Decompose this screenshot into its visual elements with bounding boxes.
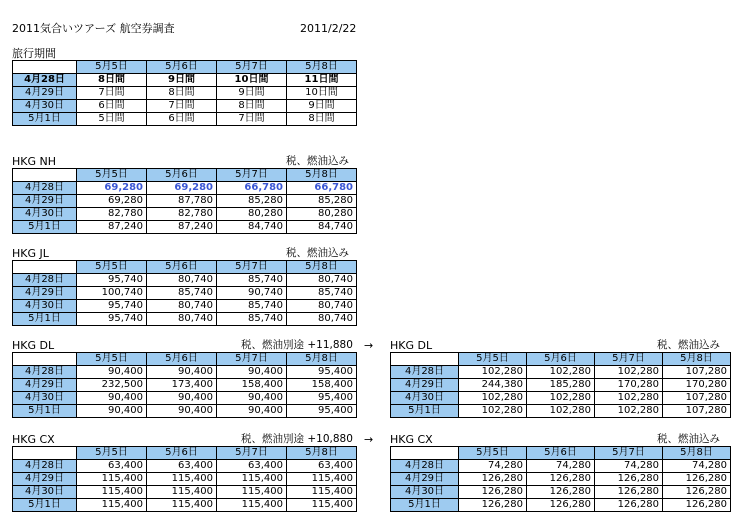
cell: 126,280 xyxy=(663,499,731,512)
table-row xyxy=(13,182,357,195)
cell: 95,740 xyxy=(77,313,147,326)
cell: 63,400 xyxy=(287,460,357,473)
cell: 7日間 xyxy=(217,113,287,126)
table-row xyxy=(13,100,357,113)
row-label: 4月28日 xyxy=(391,460,459,473)
row-label: 4月29日 xyxy=(13,379,77,392)
table-row xyxy=(391,392,731,405)
period-table xyxy=(12,60,357,126)
cell: 85,740 xyxy=(217,313,287,326)
cell: 126,280 xyxy=(459,486,527,499)
col-header: 5月5日 xyxy=(459,447,527,460)
cell: 232,500 xyxy=(77,379,147,392)
cell: 85,740 xyxy=(217,274,287,287)
cell: 90,400 xyxy=(77,405,147,418)
col-header: 5月7日 xyxy=(217,61,287,74)
table-row xyxy=(13,113,357,126)
cell: 85,280 xyxy=(287,195,357,208)
cell: 102,280 xyxy=(527,392,595,405)
row-label: 4月29日 xyxy=(13,195,77,208)
cell: 80,740 xyxy=(287,313,357,326)
cell: 87,780 xyxy=(147,195,217,208)
cell: 126,280 xyxy=(663,486,731,499)
col-header: 5月5日 xyxy=(77,169,147,182)
col-header: 5月6日 xyxy=(527,447,595,460)
cell: 8日間 xyxy=(147,87,217,100)
cell: 82,780 xyxy=(77,208,147,221)
cell: 63,400 xyxy=(217,460,287,473)
cell: 173,400 xyxy=(147,379,217,392)
col-header: 5月7日 xyxy=(595,353,663,366)
table-row xyxy=(13,74,357,87)
table-row xyxy=(13,300,357,313)
cx-arrow: → xyxy=(364,433,374,446)
row-label: 4月29日 xyxy=(13,87,77,100)
cell: 95,740 xyxy=(77,300,147,313)
cell: 115,400 xyxy=(287,499,357,512)
cell: 90,740 xyxy=(217,287,287,300)
table-row xyxy=(13,405,357,418)
survey-date: 2011/2/22 xyxy=(300,22,357,35)
table-row xyxy=(13,221,357,234)
cell: 102,280 xyxy=(459,392,527,405)
cell: 115,400 xyxy=(287,486,357,499)
corner-cell xyxy=(13,169,77,182)
row-label: 4月30日 xyxy=(13,100,77,113)
cell: 9日間 xyxy=(287,100,357,113)
table-row xyxy=(391,473,731,486)
cell: 7日間 xyxy=(147,100,217,113)
table-row xyxy=(13,208,357,221)
row-label: 4月29日 xyxy=(13,287,77,300)
cell: 7日間 xyxy=(77,87,147,100)
cell: 107,280 xyxy=(663,366,731,379)
cell: 8日間 xyxy=(287,113,357,126)
cell: 85,740 xyxy=(287,287,357,300)
cell: 126,280 xyxy=(459,499,527,512)
header-row xyxy=(13,169,357,182)
corner-cell xyxy=(391,353,459,366)
dl2-table xyxy=(390,352,731,418)
row-label: 4月30日 xyxy=(13,486,77,499)
cell: 115,400 xyxy=(147,499,217,512)
cell: 8日間 xyxy=(217,100,287,113)
cell: 102,280 xyxy=(595,405,663,418)
col-header: 5月7日 xyxy=(595,447,663,460)
col-header: 5月8日 xyxy=(287,169,357,182)
table-row xyxy=(13,87,357,100)
cell: 126,280 xyxy=(595,499,663,512)
row-label: 5月1日 xyxy=(13,499,77,512)
cell: 126,280 xyxy=(527,473,595,486)
row-label: 4月30日 xyxy=(391,486,459,499)
cell: 95,400 xyxy=(287,405,357,418)
col-header: 5月5日 xyxy=(459,353,527,366)
header-row xyxy=(391,353,731,366)
col-header: 5月8日 xyxy=(663,353,731,366)
row-label: 4月28日 xyxy=(13,366,77,379)
col-header: 5月5日 xyxy=(77,353,147,366)
cell: 115,400 xyxy=(217,473,287,486)
cell: 90,400 xyxy=(147,392,217,405)
cell: 69,280 xyxy=(77,182,147,195)
cell: 115,400 xyxy=(217,486,287,499)
col-header: 5月6日 xyxy=(147,169,217,182)
cell: 80,280 xyxy=(287,208,357,221)
col-header: 5月6日 xyxy=(147,447,217,460)
nh-table xyxy=(12,168,357,234)
table-row xyxy=(391,460,731,473)
cell: 115,400 xyxy=(77,473,147,486)
table-row xyxy=(391,486,731,499)
table-row xyxy=(13,460,357,473)
cell: 74,280 xyxy=(595,460,663,473)
col-header: 5月6日 xyxy=(147,261,217,274)
cx-label: HKG CX xyxy=(12,433,55,446)
col-header: 5月8日 xyxy=(663,447,731,460)
corner-cell xyxy=(13,447,77,460)
col-header: 5月8日 xyxy=(287,261,357,274)
table-row xyxy=(13,313,357,326)
cell: 84,740 xyxy=(217,221,287,234)
table-row xyxy=(13,195,357,208)
jl-note: 税、燃油込み xyxy=(286,247,349,259)
cell: 126,280 xyxy=(663,473,731,486)
table-row xyxy=(13,274,357,287)
cell: 90,400 xyxy=(217,405,287,418)
table-row xyxy=(391,366,731,379)
header-row xyxy=(13,353,357,366)
cell: 95,400 xyxy=(287,392,357,405)
cell: 69,280 xyxy=(77,195,147,208)
cell: 102,280 xyxy=(527,405,595,418)
cell: 6日間 xyxy=(77,100,147,113)
cell: 102,280 xyxy=(595,392,663,405)
cell: 102,280 xyxy=(527,366,595,379)
corner-cell xyxy=(391,447,459,460)
row-label: 4月28日 xyxy=(13,274,77,287)
row-label: 4月30日 xyxy=(13,300,77,313)
cx-table xyxy=(12,446,357,512)
cell: 126,280 xyxy=(459,473,527,486)
table-row xyxy=(13,366,357,379)
row-label: 5月1日 xyxy=(13,405,77,418)
cell: 102,280 xyxy=(459,366,527,379)
cell: 158,400 xyxy=(287,379,357,392)
col-header: 5月8日 xyxy=(287,447,357,460)
cell: 107,280 xyxy=(663,392,731,405)
page-title: 2011気合いツアーズ 航空券調査 xyxy=(12,22,175,35)
cell: 80,280 xyxy=(217,208,287,221)
row-label: 4月28日 xyxy=(13,74,77,87)
row-label: 4月30日 xyxy=(13,208,77,221)
cell: 115,400 xyxy=(287,473,357,486)
col-header: 5月8日 xyxy=(287,353,357,366)
cell: 170,280 xyxy=(663,379,731,392)
table-row xyxy=(13,499,357,512)
cell: 170,280 xyxy=(595,379,663,392)
header-row xyxy=(13,447,357,460)
cell: 80,740 xyxy=(147,300,217,313)
cell: 100,740 xyxy=(77,287,147,300)
cell: 90,400 xyxy=(217,392,287,405)
row-label: 4月28日 xyxy=(13,182,77,195)
col-header: 5月7日 xyxy=(217,353,287,366)
col-header: 5月8日 xyxy=(287,61,357,74)
header-row xyxy=(391,447,731,460)
col-header: 5月7日 xyxy=(217,447,287,460)
corner-cell xyxy=(13,353,77,366)
cell: 85,740 xyxy=(147,287,217,300)
row-label: 5月1日 xyxy=(13,313,77,326)
cell: 95,400 xyxy=(287,366,357,379)
corner-cell xyxy=(13,261,77,274)
row-label: 5月1日 xyxy=(391,499,459,512)
cell: 74,280 xyxy=(527,460,595,473)
cx2-note: 税、燃油込み xyxy=(657,433,720,445)
cell: 115,400 xyxy=(147,486,217,499)
header-row xyxy=(13,261,357,274)
cell: 126,280 xyxy=(527,499,595,512)
table-row xyxy=(13,287,357,300)
cell: 69,280 xyxy=(147,182,217,195)
row-label: 4月28日 xyxy=(13,460,77,473)
cell: 82,780 xyxy=(147,208,217,221)
cell: 6日間 xyxy=(147,113,217,126)
cell: 80,740 xyxy=(287,274,357,287)
cell: 85,280 xyxy=(217,195,287,208)
col-header: 5月5日 xyxy=(77,447,147,460)
row-label: 4月29日 xyxy=(391,473,459,486)
dl2-note: 税、燃油込み xyxy=(657,339,720,351)
dl2-label: HKG DL xyxy=(390,339,433,352)
cell: 90,400 xyxy=(147,366,217,379)
cell: 102,280 xyxy=(459,405,527,418)
cell: 84,740 xyxy=(287,221,357,234)
cell: 107,280 xyxy=(663,405,731,418)
cell: 126,280 xyxy=(527,486,595,499)
cell: 126,280 xyxy=(595,486,663,499)
cell: 87,240 xyxy=(77,221,147,234)
cell: 185,280 xyxy=(527,379,595,392)
cell: 158,400 xyxy=(217,379,287,392)
row-label: 4月30日 xyxy=(13,392,77,405)
cell: 66,780 xyxy=(287,182,357,195)
table-row xyxy=(13,473,357,486)
cell: 115,400 xyxy=(77,499,147,512)
col-header: 5月6日 xyxy=(147,353,217,366)
period-label: 旅行期間 xyxy=(12,47,56,60)
cell: 126,280 xyxy=(595,473,663,486)
dl-arrow: → xyxy=(364,339,374,352)
cell: 74,280 xyxy=(663,460,731,473)
cell: 74,280 xyxy=(459,460,527,473)
jl-table xyxy=(12,260,357,326)
table-row xyxy=(391,379,731,392)
cell: 115,400 xyxy=(147,473,217,486)
table-row xyxy=(13,486,357,499)
cell: 90,400 xyxy=(147,405,217,418)
cell: 95,740 xyxy=(77,274,147,287)
row-label: 5月1日 xyxy=(391,405,459,418)
cell: 9日間 xyxy=(217,87,287,100)
cell: 244,380 xyxy=(459,379,527,392)
jl-label: HKG JL xyxy=(12,247,49,260)
cell: 10日間 xyxy=(287,87,357,100)
cx-note: 税、燃油別途 +10,880 xyxy=(241,433,353,445)
cx2-label: HKG CX xyxy=(390,433,433,446)
col-header: 5月6日 xyxy=(147,61,217,74)
row-label: 4月28日 xyxy=(391,366,459,379)
cell: 90,400 xyxy=(217,366,287,379)
cell: 80,740 xyxy=(147,313,217,326)
nh-note: 税、燃油込み xyxy=(286,155,349,167)
dl-label: HKG DL xyxy=(12,339,55,352)
nh-label: HKG NH xyxy=(12,155,57,168)
cell: 85,740 xyxy=(217,300,287,313)
cx2-table xyxy=(390,446,731,512)
dl-note: 税、燃油別途 +11,880 xyxy=(241,339,353,351)
corner-cell xyxy=(13,61,77,74)
table-row xyxy=(391,405,731,418)
row-label: 5月1日 xyxy=(13,221,77,234)
table-row xyxy=(391,499,731,512)
dl-table xyxy=(12,352,357,418)
row-label: 4月30日 xyxy=(391,392,459,405)
row-label: 4月29日 xyxy=(13,473,77,486)
cell: 66,780 xyxy=(217,182,287,195)
cell: 90,400 xyxy=(77,392,147,405)
cell: 80,740 xyxy=(287,300,357,313)
cell: 5日間 xyxy=(77,113,147,126)
cell: 63,400 xyxy=(77,460,147,473)
row-label: 4月29日 xyxy=(391,379,459,392)
col-header: 5月6日 xyxy=(527,353,595,366)
cell: 115,400 xyxy=(77,486,147,499)
row-label: 5月1日 xyxy=(13,113,77,126)
col-header: 5月5日 xyxy=(77,61,147,74)
col-header: 5月7日 xyxy=(217,261,287,274)
cell: 102,280 xyxy=(595,366,663,379)
cell: 115,400 xyxy=(217,499,287,512)
col-header: 5月7日 xyxy=(217,169,287,182)
cell: 11日間 xyxy=(287,74,357,87)
cell: 80,740 xyxy=(147,274,217,287)
cell: 90,400 xyxy=(77,366,147,379)
table-row xyxy=(13,379,357,392)
col-header: 5月5日 xyxy=(77,261,147,274)
cell: 8日間 xyxy=(77,74,147,87)
cell: 9日間 xyxy=(147,74,217,87)
cell: 87,240 xyxy=(147,221,217,234)
cell: 10日間 xyxy=(217,74,287,87)
header-row xyxy=(13,61,357,74)
cell: 63,400 xyxy=(147,460,217,473)
table-row xyxy=(13,392,357,405)
